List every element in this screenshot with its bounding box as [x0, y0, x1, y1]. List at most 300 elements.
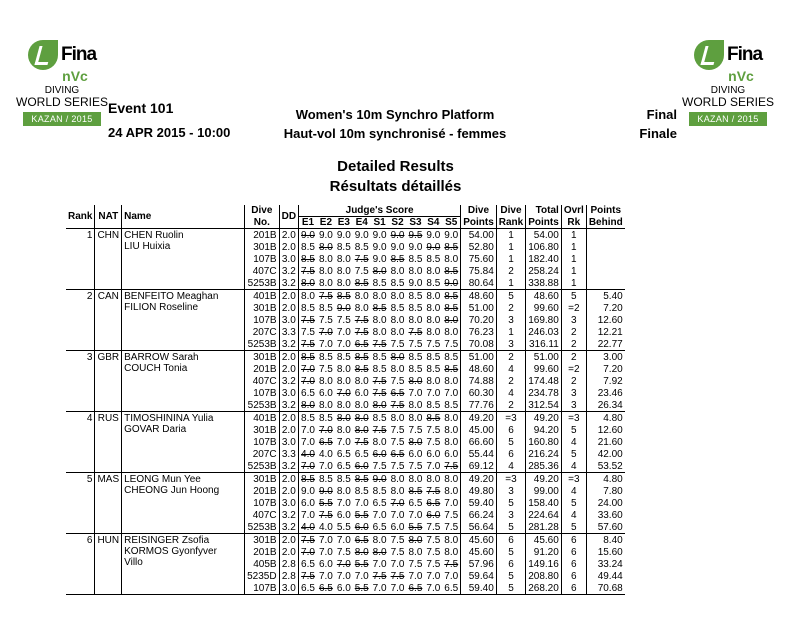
discarded-score: 7.5 — [301, 315, 315, 326]
judge-score — [335, 387, 353, 399]
dive-dd: 2.0 — [279, 302, 298, 314]
dive-rank: 5 — [496, 582, 525, 595]
judge-score: 6.5 — [442, 582, 460, 595]
dive-points: 80.64 — [461, 277, 497, 290]
col-rank: Rank — [66, 205, 95, 229]
total-points: 45.60 — [526, 534, 562, 547]
dive-rank: 2 — [496, 375, 525, 387]
judge-score: 8.0 — [426, 327, 441, 338]
dive-points: 76.23 — [461, 326, 497, 338]
athlete-name: FILION Roseline — [124, 302, 199, 313]
col-judge-e1: E1 — [299, 217, 317, 229]
discarded-score: 8.5 — [301, 254, 315, 265]
judge-score: 8.0 — [354, 400, 369, 411]
judge-score: 8.5 — [408, 364, 423, 375]
points-behind: 49.44 — [597, 571, 623, 582]
discarded-score: 8.0 — [301, 278, 315, 289]
judge-score: 9.0 — [301, 486, 315, 497]
col-nat: NAT — [95, 205, 122, 229]
fina-leaf-icon — [28, 40, 58, 70]
judge-score — [371, 375, 389, 387]
judge-score — [353, 412, 371, 425]
total-points: 285.36 — [526, 460, 562, 473]
dive-number: 401B — [245, 290, 279, 303]
judge-score — [371, 546, 389, 558]
logo-location: KAZAN / 2015 — [23, 112, 100, 126]
judge-score: 7.0 — [354, 498, 369, 509]
fina-logo-right — [682, 38, 774, 127]
col-ovrl-1: Ovrl — [561, 205, 586, 217]
judge-score: 6.5 — [301, 388, 315, 399]
discarded-score: 7.5 — [301, 266, 315, 277]
dive-number: 301B — [245, 302, 279, 314]
dive-points: 48.60 — [461, 363, 497, 375]
event-phase-fr: Finale — [639, 126, 677, 141]
judge-score: 8.0 — [336, 266, 351, 277]
overall-rank: 1 — [561, 241, 586, 253]
judge-score: 6.5 — [354, 449, 369, 460]
discarded-score: 8.5 — [390, 254, 405, 265]
discarded-score: 7.5 — [372, 425, 387, 436]
discarded-score: 9.0 — [390, 230, 405, 241]
dive-dd: 3.2 — [279, 277, 298, 290]
discarded-score: 7.5 — [372, 339, 387, 350]
dive-number: 405B — [245, 558, 279, 570]
judge-score — [371, 448, 389, 460]
team-rank: 5 — [66, 473, 95, 534]
event-title-fr: Haut-vol 10m synchronisé - femmes — [283, 126, 507, 141]
dive-dd: 3.2 — [279, 375, 298, 387]
judge-score: 8.5 — [372, 486, 387, 497]
judge-score: 8.0 — [426, 376, 441, 387]
dive-rank: 3 — [496, 338, 525, 351]
judge-score: 6.0 — [408, 449, 423, 460]
judge-score — [317, 424, 335, 436]
discarded-score: 6.5 — [408, 583, 423, 594]
judge-score: 8.5 — [318, 352, 333, 363]
judge-score: 6.0 — [354, 388, 369, 399]
judge-score: 8.0 — [336, 278, 351, 289]
athlete-name: BENFEITO Meaghan — [124, 291, 219, 302]
total-points: 94.20 — [526, 424, 562, 436]
discarded-score: 6.0 — [354, 461, 369, 472]
judge-score: 8.5 — [426, 400, 441, 411]
judge-score: 8.0 — [336, 425, 351, 436]
judge-score: 6.0 — [336, 510, 351, 521]
dive-number: 5253B — [245, 460, 279, 473]
judge-score: 8.5 — [390, 278, 405, 289]
points-behind — [586, 229, 624, 242]
dive-points: 70.08 — [461, 338, 497, 351]
discarded-score: 9.0 — [372, 474, 387, 485]
total-points: 158.40 — [526, 497, 562, 509]
judge-score: 6.5 — [299, 582, 317, 595]
discarded-score: 8.5 — [372, 303, 387, 314]
judge-score: 8.5 — [336, 474, 351, 485]
discarded-score: 8.0 — [301, 400, 315, 411]
dive-number: 107B — [245, 314, 279, 326]
dive-dd: 3.2 — [279, 338, 298, 351]
judge-score: 7.0 — [390, 559, 405, 570]
judge-score: 7.0 — [408, 388, 423, 399]
total-points: 49.20 — [526, 473, 562, 486]
dive-dd: 3.2 — [279, 460, 298, 473]
discarded-score: 8.5 — [354, 278, 369, 289]
dive-number: 207C — [245, 448, 279, 460]
event-title-en: Women's 10m Synchro Platform — [295, 107, 495, 122]
judge-score: 7.5 — [336, 547, 351, 558]
discarded-score: 6.0 — [354, 522, 369, 533]
dive-rank: 5 — [496, 497, 525, 509]
judge-score — [299, 546, 317, 558]
judge-score: 9.0 — [372, 230, 387, 241]
judge-score: 6.5 — [408, 498, 423, 509]
judge-score: 6.0 — [442, 448, 460, 460]
total-points: 258.24 — [526, 265, 562, 277]
discarded-score: 8.5 — [444, 364, 459, 375]
judge-score: 7.5 — [318, 315, 333, 326]
discarded-score: 7.5 — [354, 437, 369, 448]
dive-rank: 2 — [496, 265, 525, 277]
dive-number: 401B — [245, 412, 279, 425]
judge-score — [371, 399, 389, 412]
judge-score — [424, 241, 442, 253]
col-ovrl-2: Rk — [561, 217, 586, 229]
judge-score: 8.0 — [336, 364, 351, 375]
overall-rank: =2 — [561, 302, 586, 314]
dive-dd: 2.0 — [279, 290, 298, 303]
judge-score: 8.5 — [301, 242, 315, 253]
judge-score: 8.0 — [442, 546, 460, 558]
team-names — [122, 229, 245, 290]
discarded-score: 6.5 — [354, 339, 369, 350]
judge-score: 7.0 — [354, 571, 369, 582]
total-points: 268.20 — [526, 582, 562, 595]
points-behind: 33.60 — [597, 510, 623, 521]
judge-score: 9.0 — [442, 229, 460, 242]
judge-score — [299, 534, 317, 547]
col-dive-2: No. — [245, 217, 279, 229]
total-points: 149.16 — [526, 558, 562, 570]
judge-score — [442, 460, 460, 473]
total-points: 49.20 — [526, 412, 562, 425]
overall-rank: =3 — [561, 473, 586, 486]
overall-rank: 2 — [561, 338, 586, 351]
dive-number: 301B — [245, 351, 279, 364]
discarded-score: 9.0 — [426, 242, 441, 253]
judge-score — [442, 363, 460, 375]
discarded-score: 7.0 — [301, 461, 315, 472]
dive-rank: 5 — [496, 436, 525, 448]
judge-score: 8.5 — [372, 364, 387, 375]
team-names — [122, 412, 245, 473]
discarded-score: 8.0 — [372, 400, 387, 411]
judge-score — [353, 546, 371, 558]
total-points: 246.03 — [526, 326, 562, 338]
dive-number: 107B — [245, 497, 279, 509]
overall-rank: 3 — [561, 314, 586, 326]
judge-score — [317, 485, 335, 497]
judge-score: 7.5 — [426, 339, 441, 350]
judge-score — [424, 497, 442, 509]
discarded-score: 7.5 — [372, 388, 387, 399]
judge-score: 7.5 — [390, 376, 405, 387]
dive-rank: 4 — [496, 387, 525, 399]
judge-score — [389, 448, 407, 460]
judge-score — [353, 521, 371, 534]
discarded-score: 6.5 — [318, 437, 333, 448]
judge-score: 7.0 — [318, 535, 333, 546]
judge-score: 7.0 — [336, 327, 351, 338]
judge-score — [442, 277, 460, 290]
judge-score: 7.5 — [390, 547, 405, 558]
judge-score: 7.5 — [442, 338, 460, 351]
discarded-score: 6.5 — [390, 388, 405, 399]
discarded-score: 7.0 — [318, 327, 333, 338]
dive-number: 301B — [245, 424, 279, 436]
judge-score — [353, 436, 371, 448]
dive-number: 107B — [245, 253, 279, 265]
fina-leaf-icon — [694, 40, 724, 70]
discarded-score: 5.5 — [354, 583, 369, 594]
judge-score: 8.5 — [408, 291, 423, 302]
judge-score: 8.5 — [408, 254, 423, 265]
athlete-name: GOVAR Daria — [124, 424, 187, 435]
judge-score: 8.0 — [408, 413, 423, 424]
judge-score: 9.0 — [408, 278, 423, 289]
team-names — [122, 290, 245, 351]
col-judge-s3: S3 — [406, 217, 424, 229]
judge-score: 7.0 — [301, 510, 315, 521]
points-behind: 42.00 — [597, 449, 623, 460]
judge-score: 8.0 — [390, 413, 405, 424]
judge-score: 7.0 — [336, 571, 351, 582]
team-nat: GBR — [95, 351, 122, 412]
overall-rank: 1 — [561, 229, 586, 242]
total-points: 106.80 — [526, 241, 562, 253]
discarded-score: 7.5 — [354, 327, 369, 338]
judge-score: 6.0 — [301, 498, 315, 509]
table-row — [66, 229, 625, 242]
dive-number: 201B — [245, 546, 279, 558]
points-behind: 12.60 — [597, 315, 623, 326]
discarded-score: 9.0 — [318, 486, 333, 497]
judge-score: 7.5 — [336, 315, 351, 326]
judge-score: 6.0 — [318, 388, 333, 399]
dive-dd: 3.2 — [279, 521, 298, 534]
judge-score: 8.0 — [390, 315, 405, 326]
discarded-score: 7.0 — [301, 364, 315, 375]
total-points: 54.00 — [526, 229, 562, 242]
total-points: 281.28 — [526, 521, 562, 534]
overall-rank: 1 — [561, 253, 586, 265]
judge-score: 8.0 — [442, 534, 460, 547]
judge-score: 8.0 — [336, 254, 351, 265]
judge-score: 8.0 — [372, 315, 387, 326]
dive-dd: 2.0 — [279, 351, 298, 364]
discarded-score: 8.5 — [444, 303, 459, 314]
judge-score: 8.0 — [301, 291, 315, 302]
judge-score — [389, 387, 407, 399]
judge-score: 6.0 — [390, 522, 405, 533]
total-points: 169.80 — [526, 314, 562, 326]
discarded-score: 7.0 — [336, 559, 351, 570]
athlete-name: CHEONG Jun Hoong — [124, 485, 220, 496]
team-names — [122, 534, 245, 595]
dive-dd: 2.8 — [279, 558, 298, 570]
judge-score — [353, 314, 371, 326]
discarded-score: 4.0 — [301, 449, 315, 460]
points-behind — [586, 277, 624, 290]
dive-rank: 2 — [496, 302, 525, 314]
dive-rank: 5 — [496, 290, 525, 303]
judge-score — [442, 302, 460, 314]
judge-score — [371, 424, 389, 436]
discarded-score: 6.5 — [318, 583, 333, 594]
points-behind: 57.60 — [586, 521, 624, 534]
table-row — [66, 473, 625, 486]
judge-score — [371, 302, 389, 314]
judge-score: 8.5 — [372, 413, 387, 424]
dive-points: 66.24 — [461, 509, 497, 521]
dive-rank: 2 — [496, 399, 525, 412]
judge-score — [389, 253, 407, 265]
judge-score: 7.0 — [442, 570, 460, 582]
athlete-name: Villo — [124, 557, 143, 568]
logo-location: KAZAN / 2015 — [689, 112, 766, 126]
dive-dd: 2.0 — [279, 363, 298, 375]
table-row — [66, 534, 625, 547]
total-points: 99.60 — [526, 363, 562, 375]
dive-number: 301B — [245, 534, 279, 547]
overall-rank: 6 — [561, 558, 586, 570]
judge-score: 7.5 — [408, 461, 423, 472]
judge-score — [389, 229, 407, 242]
judge-score: 8.0 — [354, 291, 369, 302]
col-judge-e4: E4 — [353, 217, 371, 229]
team-nat: HUN — [95, 534, 122, 595]
discarded-score: 6.5 — [354, 535, 369, 546]
dive-points: 59.40 — [461, 497, 497, 509]
discarded-score: 7.5 — [390, 400, 405, 411]
discarded-score: 8.5 — [301, 352, 315, 363]
judge-score: 8.5 — [442, 351, 460, 364]
discarded-score: 7.0 — [301, 547, 315, 558]
judge-score — [299, 265, 317, 277]
judge-score: 7.5 — [408, 425, 423, 436]
dive-dd: 2.0 — [279, 473, 298, 486]
event-number: Event 101 — [108, 100, 174, 116]
total-points: 234.78 — [526, 387, 562, 399]
judge-score: 7.5 — [354, 266, 369, 277]
dive-rank: 1 — [496, 326, 525, 338]
logo-brand: Fina — [60, 44, 97, 65]
col-dive-rank-1: Dive — [496, 205, 525, 217]
dive-points: 45.00 — [461, 424, 497, 436]
judge-score — [371, 265, 389, 277]
judge-score — [299, 570, 317, 582]
discarded-score: 8.0 — [408, 376, 423, 387]
discarded-score: 7.5 — [318, 291, 333, 302]
judge-score: 8.0 — [426, 266, 441, 277]
judge-score: 9.0 — [354, 230, 369, 241]
total-points: 338.88 — [526, 277, 562, 290]
judge-score: 7.0 — [318, 461, 333, 472]
discarded-score: 5.5 — [318, 498, 333, 509]
judge-score — [335, 412, 353, 425]
judge-score: 8.5 — [426, 278, 441, 289]
dive-number: 5253B — [245, 399, 279, 412]
judge-score — [299, 351, 317, 364]
judge-score: 7.0 — [442, 497, 460, 509]
logo-sponsor: nVc — [728, 68, 754, 84]
dive-points: 51.00 — [461, 302, 497, 314]
judge-score — [353, 509, 371, 521]
event-phase-en: Final — [646, 107, 677, 122]
judge-score: 8.0 — [318, 278, 333, 289]
results-header — [66, 205, 625, 229]
discarded-score: 8.5 — [301, 474, 315, 485]
judge-score: 8.0 — [390, 266, 405, 277]
judge-score: 7.0 — [442, 387, 460, 399]
overall-rank: 6 — [561, 546, 586, 558]
judge-score: 7.5 — [390, 461, 405, 472]
judge-score: 9.0 — [372, 242, 387, 253]
col-judges: Judge's Score — [299, 205, 461, 217]
dive-rank: 3 — [496, 314, 525, 326]
logo-series-line1: DIVING — [710, 85, 746, 96]
dive-rank: 6 — [496, 558, 525, 570]
dive-rank: =3 — [496, 473, 525, 486]
discarded-score: 8.5 — [426, 413, 441, 424]
judge-score — [442, 290, 460, 303]
dive-number: 201B — [245, 229, 279, 242]
overall-rank: 2 — [561, 375, 586, 387]
dive-rank: 1 — [496, 253, 525, 265]
overall-rank: 3 — [561, 399, 586, 412]
judge-score: 8.0 — [408, 400, 423, 411]
judge-score — [406, 229, 424, 242]
overall-rank: 4 — [561, 460, 586, 473]
judge-score: 8.5 — [372, 352, 387, 363]
judge-score: 7.0 — [301, 437, 315, 448]
dive-points: 54.00 — [461, 229, 497, 242]
heading-fr: Résultats détaillés — [329, 178, 462, 195]
dive-dd: 2.0 — [279, 241, 298, 253]
discarded-score: 8.0 — [408, 535, 423, 546]
team-names — [122, 351, 245, 412]
judge-score: 7.0 — [390, 583, 405, 594]
judge-score: 7.5 — [426, 425, 441, 436]
dive-points: 69.12 — [461, 460, 497, 473]
judge-score — [406, 485, 424, 497]
judge-score — [406, 375, 424, 387]
results-body — [66, 229, 625, 595]
judge-score: 8.0 — [442, 485, 460, 497]
dive-points: 70.20 — [461, 314, 497, 326]
judge-score — [442, 558, 460, 570]
dive-number: 5253B — [245, 277, 279, 290]
dive-dd: 2.0 — [279, 546, 298, 558]
discarded-score: 5.5 — [354, 559, 369, 570]
discarded-score: 8.5 — [354, 474, 369, 485]
judge-score — [406, 326, 424, 338]
judge-score — [353, 473, 371, 486]
discarded-score: 5.5 — [354, 510, 369, 521]
team-rank: 2 — [66, 290, 95, 351]
overall-rank: 5 — [561, 290, 586, 303]
dive-rank: 4 — [496, 460, 525, 473]
